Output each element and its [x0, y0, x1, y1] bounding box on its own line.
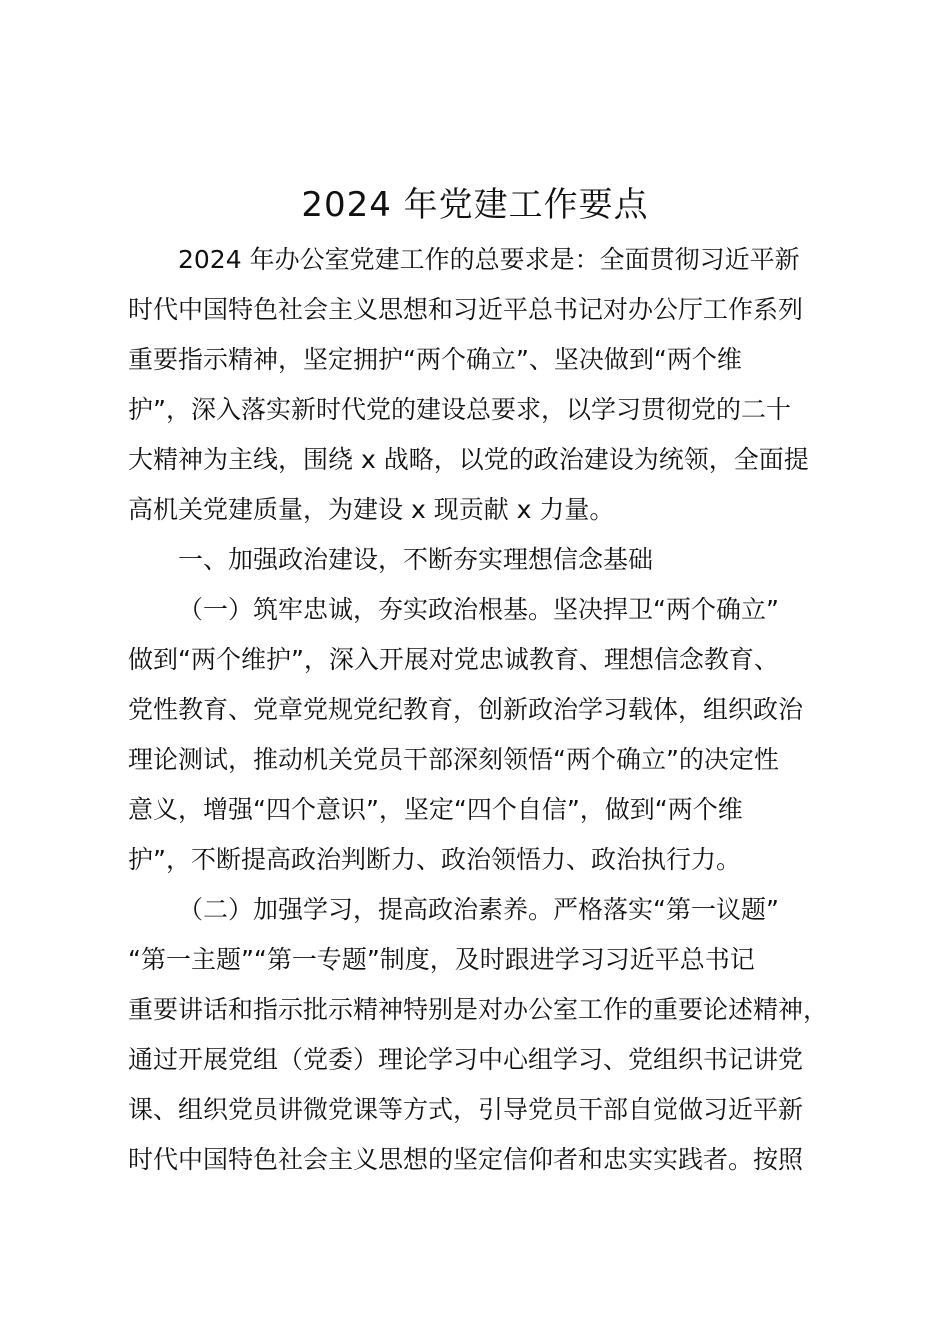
- paragraph-line: 重要讲话和指示批示精神特别是对办公室工作的重要论述精神，: [128, 995, 829, 1024]
- paragraph-line: “第一主题”“第一专题”制度，及时跟进学习习近平总书记: [128, 945, 755, 974]
- document-title: 2024 年党建工作要点: [301, 185, 649, 225]
- paragraph-line: 2024 年办公室党建工作的总要求是：全面贯彻习近平新: [178, 245, 800, 274]
- paragraph-line: 护”，不断提高政治判断力、政治领悟力、政治执行力。: [128, 845, 741, 874]
- paragraph-line: 护”，深入落实新时代党的建设总要求，以学习贯彻党的二十: [128, 395, 791, 424]
- paragraph-line: 通过开展党组（党委）理论学习中心组学习、党组织书记讲党: [128, 1045, 804, 1074]
- paragraph-line: （二）加强学习，提高政治素养。严格落实“第一议题”: [178, 895, 779, 924]
- section-heading-text: 一、加强政治建设，不断夯实理想信念基础: [178, 545, 654, 574]
- document-body: [128, 235, 843, 1185]
- paragraph-line: 理论测试，推动机关党员干部深刻领悟“两个确立”的决定性: [128, 745, 779, 774]
- paragraph-general-requirements: [128, 235, 843, 535]
- paragraph-line: 时代中国特色社会主义思想的坚定信仰者和忠实实践者。按照: [128, 1145, 804, 1174]
- paragraph-item-1: [128, 585, 843, 885]
- section-heading: [128, 535, 843, 585]
- paragraph-line: 课、组织党员讲微党课等方式，引导党员干部自觉做习近平新: [128, 1095, 804, 1124]
- paragraph-line: （一）筑牢忠诚，夯实政治根基。坚决捍卫“两个确立”: [178, 595, 779, 624]
- paragraph-line: 时代中国特色社会主义思想和习近平总书记对办公厅工作系列: [128, 295, 804, 324]
- paragraph-line: 意义，增强“四个意识”，坚定“四个自信”，做到“两个维: [128, 795, 743, 824]
- paragraph-line: 大精神为主线，围绕 x 战略，以党的政治建设为统领，全面提: [128, 445, 809, 474]
- paragraph-line: 做到“两个维护”，深入开展对党忠诚教育、理想信念教育、: [128, 645, 779, 674]
- paragraph-line: 党性教育、党章党规党纪教育，创新政治学习载体，组织政治: [128, 695, 804, 724]
- paragraph-line: 高机关党建质量，为建设 x 现贡献 x 力量。: [128, 495, 615, 524]
- paragraph-item-2: [128, 885, 843, 1185]
- paragraph-line: 重要指示精神，坚定拥护“两个确立”、坚决做到“两个维: [128, 345, 742, 374]
